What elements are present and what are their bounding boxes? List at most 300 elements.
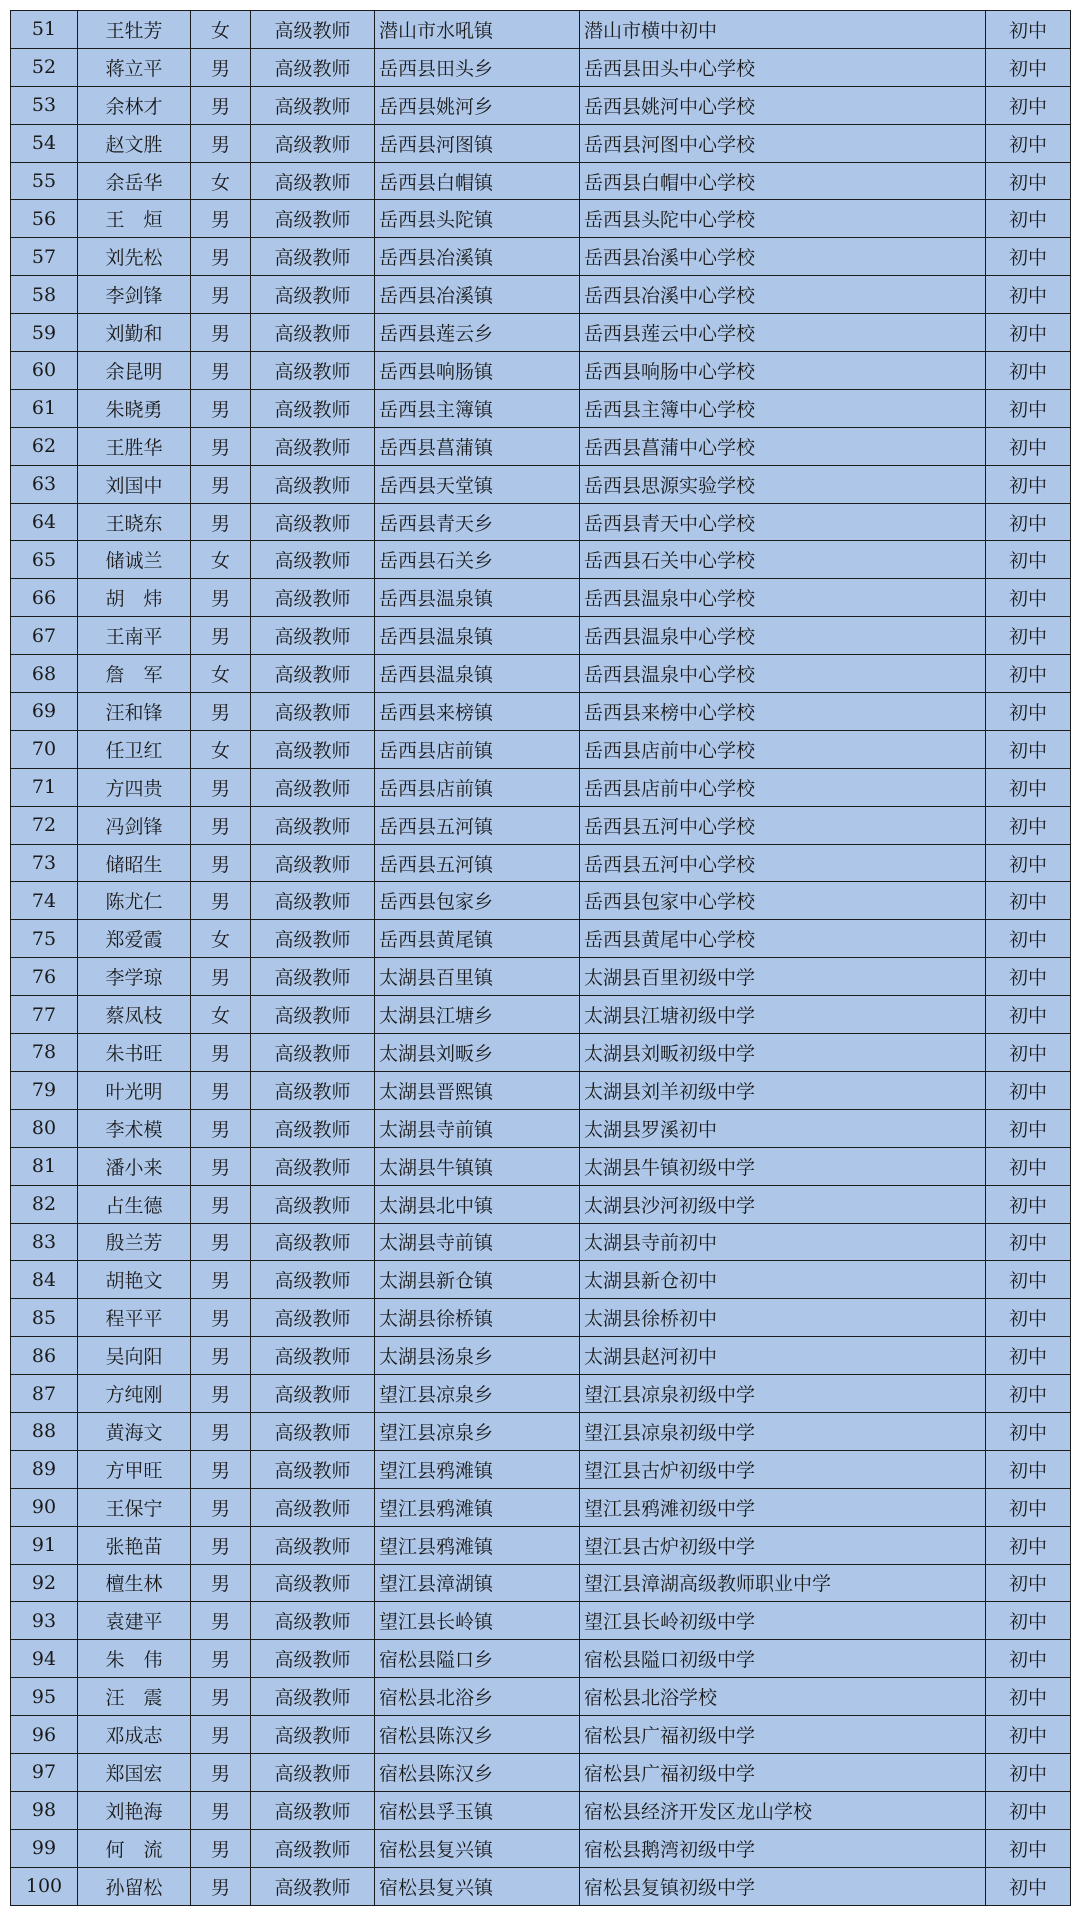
cell-level: 初中 bbox=[986, 1716, 1071, 1754]
table-row bbox=[11, 86, 1071, 124]
cell-teacher-name: 冯剑锋 bbox=[78, 806, 191, 844]
cell-school: 望江县古炉初级中学 bbox=[580, 1526, 986, 1564]
cell-level: 初中 bbox=[986, 1867, 1071, 1905]
cell-gender: 男 bbox=[191, 1753, 251, 1791]
cell-gender: 男 bbox=[191, 1678, 251, 1716]
table-row bbox=[11, 124, 1071, 162]
cell-title: 高级教师 bbox=[251, 655, 375, 693]
cell-level: 初中 bbox=[986, 1223, 1071, 1261]
cell-row-number: 65 bbox=[11, 541, 78, 579]
cell-level: 初中 bbox=[986, 655, 1071, 693]
cell-teacher-name: 储诚兰 bbox=[78, 541, 191, 579]
cell-gender: 男 bbox=[191, 1223, 251, 1261]
cell-gender: 男 bbox=[191, 1299, 251, 1337]
table-row bbox=[11, 617, 1071, 655]
cell-row-number: 57 bbox=[11, 238, 78, 276]
cell-township: 岳西县包家乡 bbox=[375, 882, 580, 920]
cell-township: 岳西县姚河乡 bbox=[375, 86, 580, 124]
cell-township: 望江县鸦滩镇 bbox=[375, 1488, 580, 1526]
cell-township: 太湖县百里镇 bbox=[375, 958, 580, 996]
table-row bbox=[11, 996, 1071, 1034]
cell-gender: 男 bbox=[191, 579, 251, 617]
cell-gender: 男 bbox=[191, 1109, 251, 1147]
cell-gender: 男 bbox=[191, 1829, 251, 1867]
cell-school: 望江县漳湖高级教师职业中学 bbox=[580, 1564, 986, 1602]
cell-title: 高级教师 bbox=[251, 693, 375, 731]
cell-township: 岳西县菖蒲镇 bbox=[375, 427, 580, 465]
cell-township: 岳西县天堂镇 bbox=[375, 465, 580, 503]
cell-school: 岳西县温泉中心学校 bbox=[580, 655, 986, 693]
cell-title: 高级教师 bbox=[251, 882, 375, 920]
cell-township: 望江县漳湖镇 bbox=[375, 1564, 580, 1602]
cell-teacher-name: 潘小来 bbox=[78, 1147, 191, 1185]
cell-title: 高级教师 bbox=[251, 996, 375, 1034]
cell-level: 初中 bbox=[986, 1753, 1071, 1791]
cell-row-number: 89 bbox=[11, 1450, 78, 1488]
table-row bbox=[11, 314, 1071, 352]
table-row bbox=[11, 920, 1071, 958]
cell-township: 岳西县来榜镇 bbox=[375, 693, 580, 731]
cell-level: 初中 bbox=[986, 11, 1071, 49]
cell-gender: 男 bbox=[191, 1791, 251, 1829]
cell-row-number: 54 bbox=[11, 124, 78, 162]
cell-gender: 男 bbox=[191, 238, 251, 276]
cell-title: 高级教师 bbox=[251, 1716, 375, 1754]
cell-teacher-name: 任卫红 bbox=[78, 730, 191, 768]
cell-teacher-name: 王牡芳 bbox=[78, 11, 191, 49]
cell-level: 初中 bbox=[986, 958, 1071, 996]
table-row bbox=[11, 1640, 1071, 1678]
cell-gender: 男 bbox=[191, 1564, 251, 1602]
cell-township: 潜山市水吼镇 bbox=[375, 11, 580, 49]
cell-level: 初中 bbox=[986, 1185, 1071, 1223]
cell-teacher-name: 方甲旺 bbox=[78, 1450, 191, 1488]
table-row bbox=[11, 427, 1071, 465]
table-row bbox=[11, 844, 1071, 882]
cell-gender: 男 bbox=[191, 389, 251, 427]
cell-township: 岳西县店前镇 bbox=[375, 768, 580, 806]
cell-row-number: 86 bbox=[11, 1337, 78, 1375]
cell-title: 高级教师 bbox=[251, 920, 375, 958]
table-row bbox=[11, 1829, 1071, 1867]
table-row bbox=[11, 1223, 1071, 1261]
cell-row-number: 75 bbox=[11, 920, 78, 958]
cell-township: 太湖县徐桥镇 bbox=[375, 1299, 580, 1337]
table-row bbox=[11, 1678, 1071, 1716]
cell-township: 太湖县江塘乡 bbox=[375, 996, 580, 1034]
cell-level: 初中 bbox=[986, 730, 1071, 768]
cell-gender: 男 bbox=[191, 617, 251, 655]
cell-teacher-name: 刘艳海 bbox=[78, 1791, 191, 1829]
cell-teacher-name: 檀生林 bbox=[78, 1564, 191, 1602]
table-row bbox=[11, 1299, 1071, 1337]
cell-title: 高级教师 bbox=[251, 1829, 375, 1867]
cell-school: 宿松县隘口初级中学 bbox=[580, 1640, 986, 1678]
cell-teacher-name: 袁建平 bbox=[78, 1602, 191, 1640]
cell-row-number: 80 bbox=[11, 1109, 78, 1147]
table-row bbox=[11, 1867, 1071, 1905]
cell-school: 太湖县江塘初级中学 bbox=[580, 996, 986, 1034]
cell-township: 太湖县汤泉乡 bbox=[375, 1337, 580, 1375]
cell-level: 初中 bbox=[986, 503, 1071, 541]
cell-school: 岳西县白帽中心学校 bbox=[580, 162, 986, 200]
table-row bbox=[11, 1109, 1071, 1147]
cell-title: 高级教师 bbox=[251, 86, 375, 124]
cell-title: 高级教师 bbox=[251, 768, 375, 806]
cell-gender: 女 bbox=[191, 920, 251, 958]
cell-row-number: 74 bbox=[11, 882, 78, 920]
cell-school: 太湖县百里初级中学 bbox=[580, 958, 986, 996]
cell-gender: 男 bbox=[191, 882, 251, 920]
cell-title: 高级教师 bbox=[251, 1299, 375, 1337]
cell-title: 高级教师 bbox=[251, 389, 375, 427]
cell-school: 岳西县姚河中心学校 bbox=[580, 86, 986, 124]
cell-row-number: 91 bbox=[11, 1526, 78, 1564]
cell-township: 岳西县响肠镇 bbox=[375, 352, 580, 390]
table-row bbox=[11, 1185, 1071, 1223]
cell-row-number: 83 bbox=[11, 1223, 78, 1261]
cell-township: 宿松县孚玉镇 bbox=[375, 1791, 580, 1829]
cell-level: 初中 bbox=[986, 427, 1071, 465]
cell-gender: 男 bbox=[191, 200, 251, 238]
cell-school: 岳西县冶溪中心学校 bbox=[580, 276, 986, 314]
cell-teacher-name: 朱晓勇 bbox=[78, 389, 191, 427]
cell-row-number: 61 bbox=[11, 389, 78, 427]
cell-school: 岳西县来榜中心学校 bbox=[580, 693, 986, 731]
cell-township: 岳西县白帽镇 bbox=[375, 162, 580, 200]
table-row bbox=[11, 579, 1071, 617]
cell-township: 宿松县复兴镇 bbox=[375, 1867, 580, 1905]
cell-teacher-name: 余岳华 bbox=[78, 162, 191, 200]
table-row bbox=[11, 1526, 1071, 1564]
cell-row-number: 59 bbox=[11, 314, 78, 352]
cell-teacher-name: 汪 震 bbox=[78, 1678, 191, 1716]
cell-title: 高级教师 bbox=[251, 1337, 375, 1375]
cell-teacher-name: 汪和锋 bbox=[78, 693, 191, 731]
cell-row-number: 63 bbox=[11, 465, 78, 503]
cell-township: 宿松县北浴乡 bbox=[375, 1678, 580, 1716]
cell-row-number: 92 bbox=[11, 1564, 78, 1602]
cell-school: 望江县凉泉初级中学 bbox=[580, 1412, 986, 1450]
cell-school: 宿松县广福初级中学 bbox=[580, 1716, 986, 1754]
cell-school: 望江县鸦滩初级中学 bbox=[580, 1488, 986, 1526]
cell-title: 高级教师 bbox=[251, 730, 375, 768]
cell-row-number: 94 bbox=[11, 1640, 78, 1678]
table-body bbox=[11, 11, 1071, 1906]
cell-level: 初中 bbox=[986, 920, 1071, 958]
cell-level: 初中 bbox=[986, 1564, 1071, 1602]
table-row bbox=[11, 465, 1071, 503]
cell-school: 岳西县五河中心学校 bbox=[580, 844, 986, 882]
cell-teacher-name: 王南平 bbox=[78, 617, 191, 655]
cell-level: 初中 bbox=[986, 124, 1071, 162]
cell-level: 初中 bbox=[986, 314, 1071, 352]
cell-title: 高级教师 bbox=[251, 1109, 375, 1147]
table-row bbox=[11, 162, 1071, 200]
cell-gender: 男 bbox=[191, 1375, 251, 1413]
cell-row-number: 90 bbox=[11, 1488, 78, 1526]
cell-township: 太湖县牛镇镇 bbox=[375, 1147, 580, 1185]
cell-township: 岳西县头陀镇 bbox=[375, 200, 580, 238]
cell-school: 岳西县思源实验学校 bbox=[580, 465, 986, 503]
cell-township: 太湖县新仓镇 bbox=[375, 1261, 580, 1299]
cell-title: 高级教师 bbox=[251, 238, 375, 276]
cell-school: 太湖县赵河初中 bbox=[580, 1337, 986, 1375]
table-row bbox=[11, 1412, 1071, 1450]
cell-row-number: 84 bbox=[11, 1261, 78, 1299]
cell-gender: 男 bbox=[191, 427, 251, 465]
cell-title: 高级教师 bbox=[251, 1488, 375, 1526]
cell-title: 高级教师 bbox=[251, 1261, 375, 1299]
cell-title: 高级教师 bbox=[251, 1867, 375, 1905]
cell-title: 高级教师 bbox=[251, 503, 375, 541]
cell-level: 初中 bbox=[986, 1488, 1071, 1526]
cell-teacher-name: 刘先松 bbox=[78, 238, 191, 276]
cell-gender: 男 bbox=[191, 958, 251, 996]
cell-teacher-name: 刘勤和 bbox=[78, 314, 191, 352]
cell-school: 宿松县广福初级中学 bbox=[580, 1753, 986, 1791]
cell-teacher-name: 占生德 bbox=[78, 1185, 191, 1223]
cell-township: 岳西县主簿镇 bbox=[375, 389, 580, 427]
cell-title: 高级教师 bbox=[251, 276, 375, 314]
cell-school: 岳西县温泉中心学校 bbox=[580, 579, 986, 617]
cell-school: 岳西县五河中心学校 bbox=[580, 806, 986, 844]
cell-gender: 女 bbox=[191, 541, 251, 579]
cell-township: 岳西县黄尾镇 bbox=[375, 920, 580, 958]
cell-title: 高级教师 bbox=[251, 48, 375, 86]
cell-level: 初中 bbox=[986, 1034, 1071, 1072]
cell-row-number: 100 bbox=[11, 1867, 78, 1905]
cell-teacher-name: 詹 军 bbox=[78, 655, 191, 693]
cell-title: 高级教师 bbox=[251, 1753, 375, 1791]
cell-level: 初中 bbox=[986, 1071, 1071, 1109]
cell-title: 高级教师 bbox=[251, 541, 375, 579]
cell-school: 太湖县刘畈初级中学 bbox=[580, 1034, 986, 1072]
cell-gender: 男 bbox=[191, 1640, 251, 1678]
cell-level: 初中 bbox=[986, 276, 1071, 314]
cell-level: 初中 bbox=[986, 1791, 1071, 1829]
cell-township: 岳西县河图镇 bbox=[375, 124, 580, 162]
cell-teacher-name: 储昭生 bbox=[78, 844, 191, 882]
cell-school: 太湖县寺前初中 bbox=[580, 1223, 986, 1261]
cell-row-number: 64 bbox=[11, 503, 78, 541]
cell-teacher-name: 朱 伟 bbox=[78, 1640, 191, 1678]
cell-level: 初中 bbox=[986, 996, 1071, 1034]
cell-township: 岳西县五河镇 bbox=[375, 806, 580, 844]
cell-school: 望江县古炉初级中学 bbox=[580, 1450, 986, 1488]
cell-title: 高级教师 bbox=[251, 162, 375, 200]
cell-gender: 男 bbox=[191, 276, 251, 314]
cell-teacher-name: 叶光明 bbox=[78, 1071, 191, 1109]
table-row bbox=[11, 352, 1071, 390]
cell-row-number: 98 bbox=[11, 1791, 78, 1829]
cell-teacher-name: 孙留松 bbox=[78, 1867, 191, 1905]
cell-teacher-name: 余林才 bbox=[78, 86, 191, 124]
cell-level: 初中 bbox=[986, 1602, 1071, 1640]
cell-row-number: 72 bbox=[11, 806, 78, 844]
cell-gender: 男 bbox=[191, 768, 251, 806]
table-row bbox=[11, 1375, 1071, 1413]
cell-teacher-name: 郑爱霞 bbox=[78, 920, 191, 958]
cell-row-number: 78 bbox=[11, 1034, 78, 1072]
cell-township: 岳西县店前镇 bbox=[375, 730, 580, 768]
cell-township: 宿松县复兴镇 bbox=[375, 1829, 580, 1867]
cell-row-number: 53 bbox=[11, 86, 78, 124]
cell-gender: 女 bbox=[191, 162, 251, 200]
cell-level: 初中 bbox=[986, 1678, 1071, 1716]
cell-teacher-name: 胡 炜 bbox=[78, 579, 191, 617]
cell-teacher-name: 何 流 bbox=[78, 1829, 191, 1867]
cell-school: 岳西县河图中心学校 bbox=[580, 124, 986, 162]
table-row bbox=[11, 1261, 1071, 1299]
cell-level: 初中 bbox=[986, 1109, 1071, 1147]
cell-title: 高级教师 bbox=[251, 806, 375, 844]
table-row bbox=[11, 238, 1071, 276]
cell-title: 高级教师 bbox=[251, 1678, 375, 1716]
cell-level: 初中 bbox=[986, 693, 1071, 731]
cell-level: 初中 bbox=[986, 238, 1071, 276]
cell-row-number: 87 bbox=[11, 1375, 78, 1413]
cell-gender: 男 bbox=[191, 1185, 251, 1223]
cell-teacher-name: 张艳苗 bbox=[78, 1526, 191, 1564]
cell-level: 初中 bbox=[986, 200, 1071, 238]
cell-level: 初中 bbox=[986, 1526, 1071, 1564]
cell-teacher-name: 黄海文 bbox=[78, 1412, 191, 1450]
cell-title: 高级教师 bbox=[251, 1640, 375, 1678]
cell-row-number: 62 bbox=[11, 427, 78, 465]
cell-teacher-name: 王胜华 bbox=[78, 427, 191, 465]
cell-township: 太湖县寺前镇 bbox=[375, 1223, 580, 1261]
cell-title: 高级教师 bbox=[251, 200, 375, 238]
table-row bbox=[11, 276, 1071, 314]
cell-title: 高级教师 bbox=[251, 1185, 375, 1223]
cell-teacher-name: 吴向阳 bbox=[78, 1337, 191, 1375]
cell-row-number: 71 bbox=[11, 768, 78, 806]
table-row bbox=[11, 1753, 1071, 1791]
cell-title: 高级教师 bbox=[251, 465, 375, 503]
cell-teacher-name: 郑国宏 bbox=[78, 1753, 191, 1791]
cell-teacher-name: 李术模 bbox=[78, 1109, 191, 1147]
cell-level: 初中 bbox=[986, 844, 1071, 882]
teacher-list-table bbox=[10, 10, 1071, 1906]
cell-gender: 男 bbox=[191, 1716, 251, 1754]
table-row bbox=[11, 1791, 1071, 1829]
cell-gender: 男 bbox=[191, 693, 251, 731]
cell-school: 岳西县响肠中心学校 bbox=[580, 352, 986, 390]
cell-gender: 男 bbox=[191, 1337, 251, 1375]
cell-row-number: 60 bbox=[11, 352, 78, 390]
cell-title: 高级教师 bbox=[251, 844, 375, 882]
cell-level: 初中 bbox=[986, 1640, 1071, 1678]
cell-school: 岳西县黄尾中心学校 bbox=[580, 920, 986, 958]
cell-teacher-name: 王晓东 bbox=[78, 503, 191, 541]
cell-school: 潜山市横中初中 bbox=[580, 11, 986, 49]
cell-school: 宿松县鹅湾初级中学 bbox=[580, 1829, 986, 1867]
cell-teacher-name: 王保宁 bbox=[78, 1488, 191, 1526]
cell-gender: 男 bbox=[191, 48, 251, 86]
table-row bbox=[11, 541, 1071, 579]
cell-title: 高级教师 bbox=[251, 1071, 375, 1109]
cell-row-number: 95 bbox=[11, 1678, 78, 1716]
cell-township: 宿松县隘口乡 bbox=[375, 1640, 580, 1678]
cell-school: 岳西县莲云中心学校 bbox=[580, 314, 986, 352]
table-row bbox=[11, 730, 1071, 768]
cell-row-number: 66 bbox=[11, 579, 78, 617]
cell-title: 高级教师 bbox=[251, 1526, 375, 1564]
cell-school: 岳西县冶溪中心学校 bbox=[580, 238, 986, 276]
cell-township: 望江县长岭镇 bbox=[375, 1602, 580, 1640]
table-row bbox=[11, 1602, 1071, 1640]
cell-level: 初中 bbox=[986, 352, 1071, 390]
table-row bbox=[11, 11, 1071, 49]
cell-school: 岳西县温泉中心学校 bbox=[580, 617, 986, 655]
cell-row-number: 88 bbox=[11, 1412, 78, 1450]
cell-title: 高级教师 bbox=[251, 958, 375, 996]
table-row bbox=[11, 768, 1071, 806]
cell-school: 岳西县菖蒲中心学校 bbox=[580, 427, 986, 465]
cell-school: 岳西县青天中心学校 bbox=[580, 503, 986, 541]
cell-title: 高级教师 bbox=[251, 1375, 375, 1413]
cell-row-number: 96 bbox=[11, 1716, 78, 1754]
cell-level: 初中 bbox=[986, 541, 1071, 579]
table-row bbox=[11, 1337, 1071, 1375]
cell-gender: 男 bbox=[191, 1602, 251, 1640]
cell-school: 宿松县复镇初级中学 bbox=[580, 1867, 986, 1905]
cell-school: 岳西县主簿中心学校 bbox=[580, 389, 986, 427]
cell-school: 岳西县田头中心学校 bbox=[580, 48, 986, 86]
cell-row-number: 52 bbox=[11, 48, 78, 86]
cell-level: 初中 bbox=[986, 1337, 1071, 1375]
cell-title: 高级教师 bbox=[251, 1034, 375, 1072]
table-row bbox=[11, 503, 1071, 541]
cell-teacher-name: 赵文胜 bbox=[78, 124, 191, 162]
cell-gender: 男 bbox=[191, 1034, 251, 1072]
cell-teacher-name: 胡艳文 bbox=[78, 1261, 191, 1299]
cell-teacher-name: 程平平 bbox=[78, 1299, 191, 1337]
cell-row-number: 77 bbox=[11, 996, 78, 1034]
cell-teacher-name: 余昆明 bbox=[78, 352, 191, 390]
cell-gender: 男 bbox=[191, 1147, 251, 1185]
cell-level: 初中 bbox=[986, 162, 1071, 200]
cell-row-number: 51 bbox=[11, 11, 78, 49]
cell-gender: 男 bbox=[191, 1450, 251, 1488]
cell-title: 高级教师 bbox=[251, 11, 375, 49]
cell-township: 望江县凉泉乡 bbox=[375, 1412, 580, 1450]
cell-row-number: 58 bbox=[11, 276, 78, 314]
cell-township: 岳西县莲云乡 bbox=[375, 314, 580, 352]
cell-row-number: 76 bbox=[11, 958, 78, 996]
table-row bbox=[11, 882, 1071, 920]
cell-school: 岳西县店前中心学校 bbox=[580, 768, 986, 806]
cell-gender: 女 bbox=[191, 996, 251, 1034]
cell-row-number: 79 bbox=[11, 1071, 78, 1109]
cell-level: 初中 bbox=[986, 1412, 1071, 1450]
cell-township: 宿松县陈汉乡 bbox=[375, 1716, 580, 1754]
cell-township: 岳西县冶溪镇 bbox=[375, 276, 580, 314]
cell-school: 太湖县牛镇初级中学 bbox=[580, 1147, 986, 1185]
cell-row-number: 81 bbox=[11, 1147, 78, 1185]
cell-title: 高级教师 bbox=[251, 617, 375, 655]
table-row bbox=[11, 1564, 1071, 1602]
table-row bbox=[11, 958, 1071, 996]
cell-teacher-name: 蒋立平 bbox=[78, 48, 191, 86]
cell-township: 望江县鸦滩镇 bbox=[375, 1526, 580, 1564]
cell-level: 初中 bbox=[986, 1147, 1071, 1185]
cell-gender: 男 bbox=[191, 314, 251, 352]
cell-row-number: 55 bbox=[11, 162, 78, 200]
cell-level: 初中 bbox=[986, 1829, 1071, 1867]
cell-gender: 男 bbox=[191, 1261, 251, 1299]
